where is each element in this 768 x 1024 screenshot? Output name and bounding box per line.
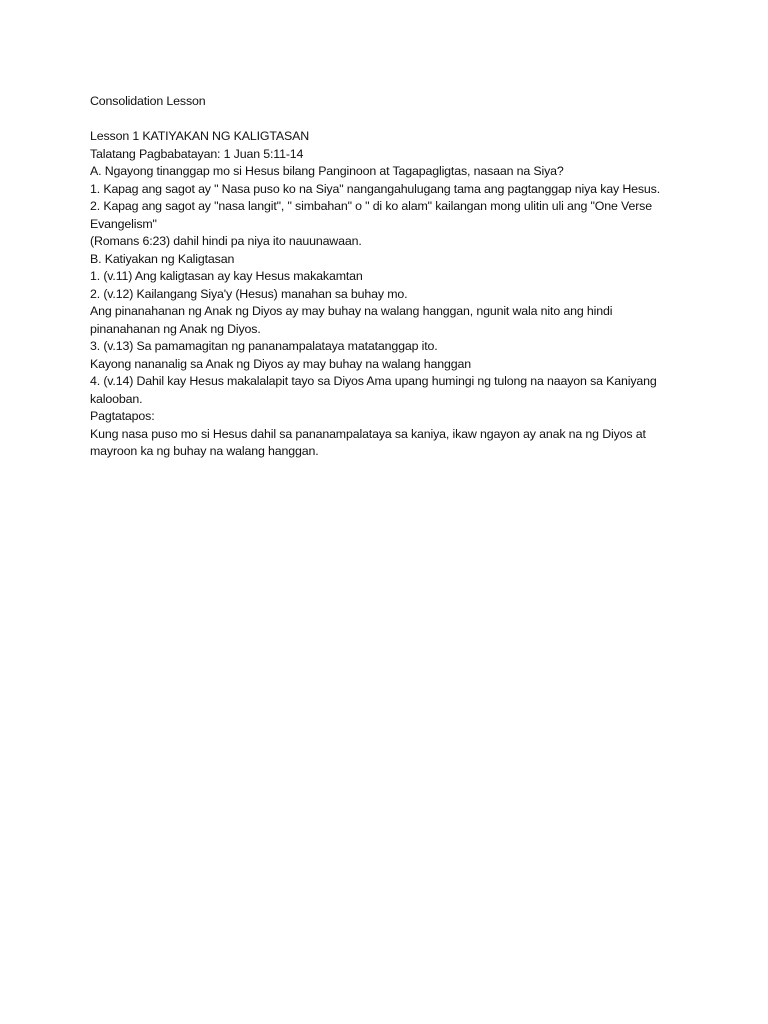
document-heading: Consolidation Lesson (90, 94, 206, 108)
text-line: 2. Kapag ang sagot ay "nasa langit", " simbahan" o " di ko alam" kailangan mong ulitin uli ang "One Verse (90, 199, 652, 213)
lesson-title: Lesson 1 KATIYAKAN NG KALIGTASAN (90, 129, 309, 143)
text-line: Ang pinanahanan ng Anak ng Diyos ay may buhay na walang hanggan, ngunit wala nito ang hindi (90, 304, 613, 318)
text-line: pinanahanan ng Anak ng Diyos. (90, 321, 261, 336)
document-body (90, 93, 690, 461)
text-line: Evangelism" (90, 216, 157, 231)
section-b-heading: B. Katiyakan ng Kaligtasan (90, 251, 235, 266)
text-line: mayroon ka ng buhay na walang hanggan. (90, 444, 319, 458)
text-line: Kayong nananalig sa Anak ng Diyos ay may buhay na walang hanggan (90, 356, 471, 371)
text-line: kalooban. (90, 391, 143, 406)
text-line: 4. (v.14) Dahil kay Hesus makalalapit tayo sa Diyos Ama upang humingi ng tulong na naayon sa Kaniyang (90, 374, 657, 388)
text-line: (Romans 6:23) dahil hindi pa niya ito nauunawaan. (90, 234, 362, 248)
blank-line (90, 111, 690, 129)
conclusion-heading: Pagtatapos: (90, 409, 155, 423)
scripture-reference: Talatang Pagbabatayan: 1 Juan 5:11-14 (90, 146, 304, 161)
text-line: 2. (v.12) Kailangang Siya'y (Hesus) manahan sa buhay mo. (90, 286, 408, 301)
text-line: 3. (v.13) Sa pamamagitan ng pananampalataya matatanggap ito. (90, 339, 438, 353)
section-a-question: A. Ngayong tinanggap mo si Hesus bilang Panginoon at Tagapagligtas, nasaan na Siya? (90, 164, 564, 178)
text-line: Kung nasa puso mo si Hesus dahil sa pananampalataya sa kaniya, ikaw ngayon ay anak na ng Diyos at (90, 426, 646, 441)
text-line: 1. Kapag ang sagot ay " Nasa puso ko na Siya" nangangahulugang tama ang pagtanggap niya kay Hesus. (90, 181, 660, 196)
text-line: 1. (v.11) Ang kaligtasan ay kay Hesus makakamtan (90, 269, 363, 283)
